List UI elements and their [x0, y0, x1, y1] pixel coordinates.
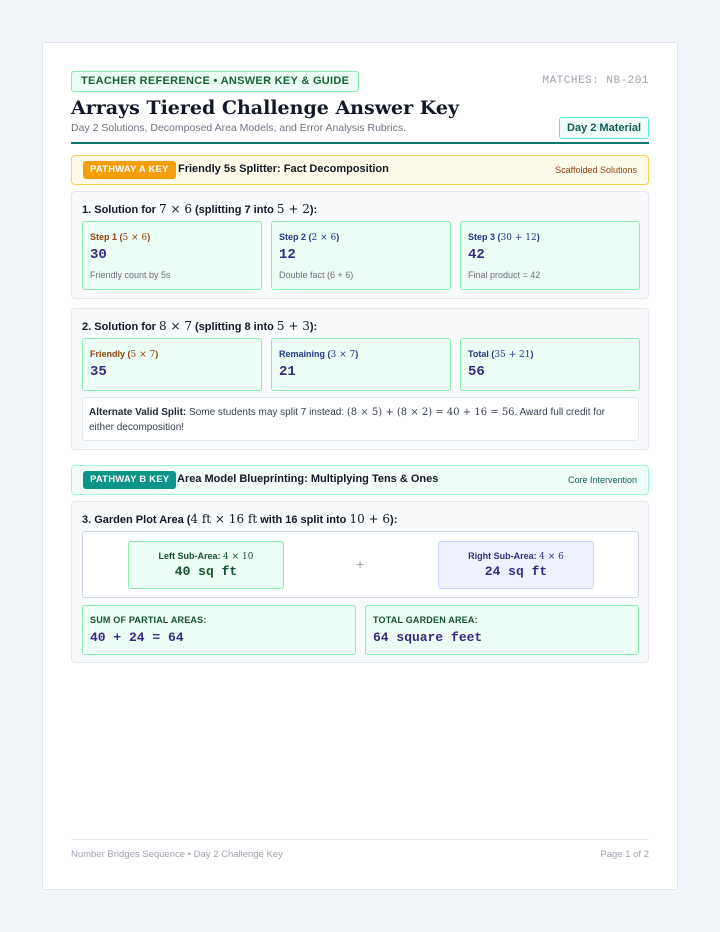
problem-2-friendly [82, 338, 262, 391]
step-value: 42 [468, 247, 485, 263]
problem-1-step-1 [82, 221, 262, 290]
step-label: Step 1 (5 × 6) [90, 232, 151, 243]
total-value: 64 square feet [373, 630, 483, 645]
pathway-a-header [71, 155, 649, 185]
pathway-b-title: Area Model Blueprinting: Multiplying Tens & Ones [177, 473, 439, 485]
problem-1-step-3 [460, 221, 640, 290]
sum-label: SUM OF PARTIAL AREAS: [90, 615, 207, 625]
pathway-a-tag: Scaffolded Solutions [555, 165, 637, 175]
problem-1-step-2 [271, 221, 451, 290]
page-subtitle: Day 2 Solutions, Decomposed Area Models, and Error Analysis Rubrics. [71, 122, 406, 134]
problem-1-card [71, 191, 649, 299]
page-number: Page 1 of 2 [600, 849, 649, 860]
day-material-badge: Day 2 Material [559, 117, 649, 139]
sub-area-value: 40 sq ft [174, 564, 238, 579]
step-value: 35 [90, 364, 107, 380]
step-label: Remaining (3 × 7) [279, 349, 359, 360]
answer-key-page [42, 42, 678, 890]
step-label: Total (35 + 21) [468, 349, 534, 360]
sub-area-label: Right Sub-Area: 4 × 6 [468, 551, 564, 562]
problem-2-title: 2. Solution for 8 × 7 (splitting 8 into 5 + 3): [82, 319, 318, 333]
step-value: 12 [279, 247, 296, 263]
step-value: 56 [468, 364, 485, 380]
problem-3-card [71, 501, 649, 663]
pathway-b-pill: PATHWAY B KEY [83, 471, 176, 489]
footer-sequence: Number Bridges Sequence • Day 2 Challenge Key [71, 849, 283, 860]
sum-partial-areas [82, 605, 356, 655]
total-label: TOTAL GARDEN AREA: [373, 615, 478, 625]
alternate-split-note: Alternate Valid Split: Some students may split 7 instead: (8 × 5) + (8 × 2) = 40 + 16 = 56. Award full credit for either decomposition! [82, 397, 639, 441]
header-divider [71, 142, 649, 144]
pathway-a-pill: PATHWAY A KEY [83, 161, 176, 179]
matches-code: MATCHES: NB-201 [542, 75, 649, 87]
problem-3-title: 3. Garden Plot Area (4 ft × 16 ft with 16 split into 10 + 6): [82, 512, 398, 526]
problem-2-remaining [271, 338, 451, 391]
step-value: 30 [90, 247, 107, 263]
pathway-b-tag: Core Intervention [567, 475, 637, 485]
sub-area-value: 24 sq ft [484, 564, 548, 579]
problem-1-title: 1. Solution for 7 × 6 (splitting 7 into 5 + 2): [82, 202, 318, 216]
teacher-reference-badge: TEACHER REFERENCE • ANSWER KEY & GUIDE [71, 71, 359, 92]
left-sub-area [128, 541, 284, 589]
total-garden-area [365, 605, 639, 655]
footer-divider [71, 839, 649, 840]
area-model-frame [82, 531, 639, 598]
page-title: Arrays Tiered Challenge Answer Key [71, 97, 459, 119]
step-note: Friendly count by 5s [90, 270, 171, 280]
problem-2-total [460, 338, 640, 391]
sub-area-label: Left Sub-Area: 4 × 10 [158, 551, 254, 562]
step-value: 21 [279, 364, 296, 380]
problem-2-card [71, 308, 649, 450]
step-label: Friendly (5 × 7) [90, 349, 159, 360]
step-label: Step 3 (30 + 12) [468, 232, 540, 243]
step-label: Step 2 (2 × 6) [279, 232, 340, 243]
pathway-b-header [71, 465, 649, 495]
right-sub-area [438, 541, 594, 589]
sum-value: 40 + 24 = 64 [90, 630, 184, 645]
step-note: Double fact (6 + 6) [279, 270, 354, 280]
pathway-a-title: Friendly 5s Splitter: Fact Decomposition [178, 163, 389, 175]
plus-sign: + [356, 556, 365, 572]
step-note: Final product = 42 [468, 270, 541, 280]
